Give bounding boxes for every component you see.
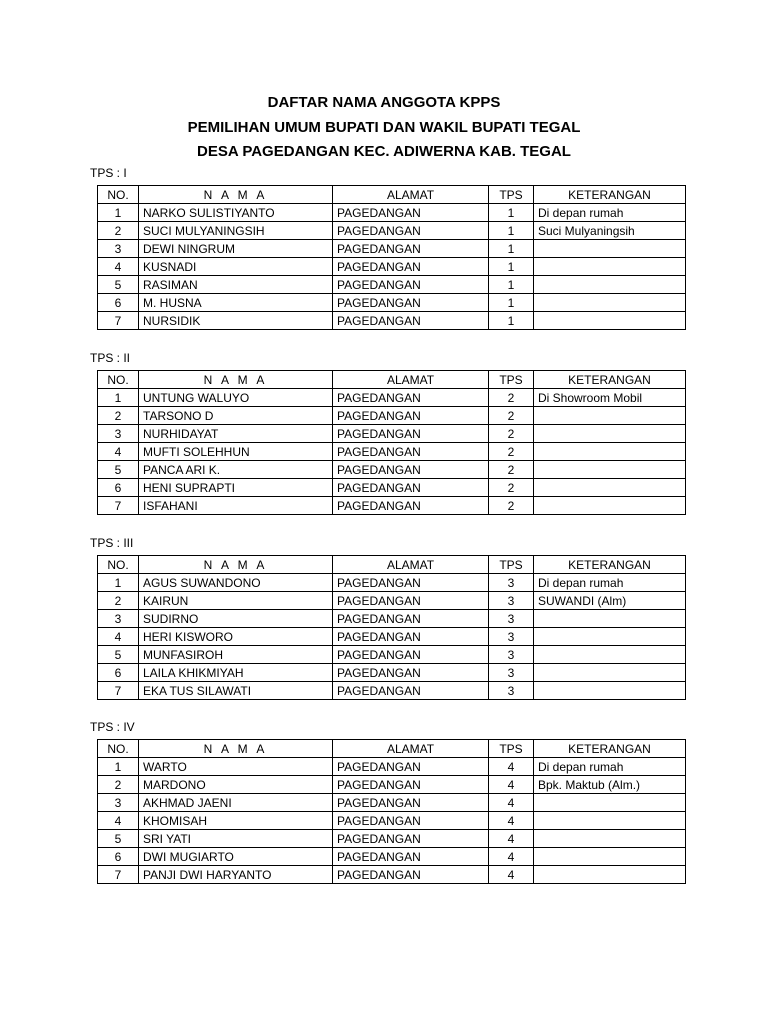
cell-keterangan: Di depan rumah — [534, 574, 686, 592]
header-tps: TPS — [489, 740, 534, 758]
table-row — [98, 222, 686, 240]
table-row — [98, 389, 686, 407]
cell-alamat: PAGEDANGAN — [333, 479, 489, 497]
table-row — [98, 758, 686, 776]
cell-nama: MUNFASIROH — [139, 646, 333, 664]
cell-tps: 1 — [489, 276, 534, 294]
cell-no: 2 — [98, 592, 139, 610]
cell-alamat: PAGEDANGAN — [333, 294, 489, 312]
header-nama: N A M A — [139, 740, 333, 758]
cell-tps: 4 — [489, 848, 534, 866]
cell-alamat: PAGEDANGAN — [333, 240, 489, 258]
table-row — [98, 866, 686, 884]
cell-alamat: PAGEDANGAN — [333, 866, 489, 884]
cell-no: 7 — [98, 497, 139, 515]
cell-tps: 4 — [489, 866, 534, 884]
cell-tps: 3 — [489, 664, 534, 682]
cell-keterangan — [534, 461, 686, 479]
cell-alamat: PAGEDANGAN — [333, 682, 489, 700]
cell-tps: 2 — [489, 497, 534, 515]
cell-tps: 3 — [489, 610, 534, 628]
cell-alamat: PAGEDANGAN — [333, 758, 489, 776]
cell-alamat: PAGEDANGAN — [333, 830, 489, 848]
cell-keterangan — [534, 443, 686, 461]
document-title: DAFTAR NAMA ANGGOTA KPPS — [267, 94, 501, 111]
header-no: NO. — [98, 371, 139, 389]
cell-no: 3 — [98, 610, 139, 628]
table-row — [98, 294, 686, 312]
header-keterangan: KETERANGAN — [534, 371, 686, 389]
cell-nama: TARSONO D — [139, 407, 333, 425]
cell-nama: LAILA KHIKMIYAH — [139, 664, 333, 682]
table-row — [98, 664, 686, 682]
cell-tps: 2 — [489, 443, 534, 461]
cell-no: 4 — [98, 628, 139, 646]
cell-nama: NURSIDIK — [139, 312, 333, 330]
cell-keterangan: Bpk. Maktub (Alm.) — [534, 776, 686, 794]
member-table — [97, 185, 686, 330]
cell-keterangan — [534, 610, 686, 628]
cell-no: 3 — [98, 425, 139, 443]
cell-keterangan — [534, 664, 686, 682]
cell-alamat: PAGEDANGAN — [333, 812, 489, 830]
cell-tps: 4 — [489, 812, 534, 830]
cell-tps: 3 — [489, 646, 534, 664]
cell-tps: 1 — [489, 294, 534, 312]
header-no: NO. — [98, 740, 139, 758]
tps-section-label: TPS : III — [90, 536, 134, 550]
cell-no: 1 — [98, 574, 139, 592]
cell-no: 7 — [98, 682, 139, 700]
cell-tps: 1 — [489, 312, 534, 330]
cell-nama: PANJI DWI HARYANTO — [139, 866, 333, 884]
cell-alamat: PAGEDANGAN — [333, 222, 489, 240]
cell-no: 1 — [98, 204, 139, 222]
header-alamat: ALAMAT — [333, 186, 489, 204]
cell-keterangan — [534, 425, 686, 443]
cell-nama: UNTUNG WALUYO — [139, 389, 333, 407]
cell-nama: AKHMAD JAENI — [139, 794, 333, 812]
cell-nama: ISFAHANI — [139, 497, 333, 515]
table-row — [98, 276, 686, 294]
member-table — [97, 370, 686, 515]
cell-tps: 1 — [489, 204, 534, 222]
cell-alamat: PAGEDANGAN — [333, 461, 489, 479]
cell-tps: 4 — [489, 776, 534, 794]
table-row — [98, 794, 686, 812]
cell-no: 6 — [98, 294, 139, 312]
cell-nama: SUCI MULYANINGSIH — [139, 222, 333, 240]
cell-keterangan: Suci Mulyaningsih — [534, 222, 686, 240]
cell-keterangan — [534, 294, 686, 312]
tps-section-label: TPS : II — [90, 351, 131, 365]
cell-keterangan — [534, 830, 686, 848]
header-nama: N A M A — [139, 371, 333, 389]
cell-alamat: PAGEDANGAN — [333, 776, 489, 794]
table-row — [98, 610, 686, 628]
cell-tps: 1 — [489, 258, 534, 276]
table-row — [98, 479, 686, 497]
cell-no: 7 — [98, 866, 139, 884]
table-row — [98, 812, 686, 830]
cell-tps: 4 — [489, 830, 534, 848]
cell-alamat: PAGEDANGAN — [333, 848, 489, 866]
cell-alamat: PAGEDANGAN — [333, 592, 489, 610]
cell-nama: HENI SUPRAPTI — [139, 479, 333, 497]
header-nama: N A M A — [139, 556, 333, 574]
cell-keterangan — [534, 479, 686, 497]
cell-tps: 3 — [489, 628, 534, 646]
header-tps: TPS — [489, 186, 534, 204]
cell-no: 1 — [98, 758, 139, 776]
cell-tps: 4 — [489, 794, 534, 812]
table-row — [98, 592, 686, 610]
header-keterangan: KETERANGAN — [534, 186, 686, 204]
cell-no: 7 — [98, 312, 139, 330]
cell-alamat: PAGEDANGAN — [333, 497, 489, 515]
cell-keterangan — [534, 312, 686, 330]
table-row — [98, 407, 686, 425]
cell-tps: 3 — [489, 682, 534, 700]
cell-nama: KHOMISAH — [139, 812, 333, 830]
cell-nama: SUDIRNO — [139, 610, 333, 628]
cell-keterangan — [534, 407, 686, 425]
cell-nama: RASIMAN — [139, 276, 333, 294]
header-alamat: ALAMAT — [333, 740, 489, 758]
member-table — [97, 555, 686, 700]
cell-keterangan — [534, 812, 686, 830]
header-keterangan: KETERANGAN — [534, 556, 686, 574]
cell-no: 5 — [98, 461, 139, 479]
header-alamat: ALAMAT — [333, 556, 489, 574]
cell-nama: HERI KISWORO — [139, 628, 333, 646]
cell-nama: MUFTI SOLEHHUN — [139, 443, 333, 461]
cell-no: 6 — [98, 664, 139, 682]
cell-nama: NURHIDAYAT — [139, 425, 333, 443]
table-row — [98, 497, 686, 515]
table-row — [98, 646, 686, 664]
table-header-row — [98, 371, 686, 389]
table-row — [98, 312, 686, 330]
cell-keterangan — [534, 646, 686, 664]
cell-alamat: PAGEDANGAN — [333, 610, 489, 628]
cell-alamat: PAGEDANGAN — [333, 425, 489, 443]
cell-tps: 4 — [489, 758, 534, 776]
cell-keterangan — [534, 276, 686, 294]
cell-no: 4 — [98, 258, 139, 276]
cell-no: 5 — [98, 276, 139, 294]
cell-tps: 1 — [489, 222, 534, 240]
cell-nama: AGUS SUWANDONO — [139, 574, 333, 592]
cell-nama: KAIRUN — [139, 592, 333, 610]
cell-no: 2 — [98, 222, 139, 240]
table-row — [98, 461, 686, 479]
cell-alamat: PAGEDANGAN — [333, 258, 489, 276]
document-subtitle: PEMILIHAN UMUM BUPATI DAN WAKIL BUPATI TEGAL — [187, 119, 581, 136]
cell-keterangan: Di depan rumah — [534, 758, 686, 776]
cell-no: 2 — [98, 407, 139, 425]
table-row — [98, 425, 686, 443]
cell-keterangan — [534, 848, 686, 866]
cell-nama: SRI YATI — [139, 830, 333, 848]
cell-keterangan — [534, 794, 686, 812]
cell-tps: 2 — [489, 461, 534, 479]
table-row — [98, 628, 686, 646]
table-row — [98, 240, 686, 258]
table-row — [98, 682, 686, 700]
cell-tps: 1 — [489, 240, 534, 258]
cell-keterangan: SUWANDI (Alm) — [534, 592, 686, 610]
member-table — [97, 739, 686, 884]
header-keterangan: KETERANGAN — [534, 740, 686, 758]
cell-alamat: PAGEDANGAN — [333, 312, 489, 330]
cell-keterangan — [534, 628, 686, 646]
cell-tps: 2 — [489, 479, 534, 497]
cell-nama: EKA TUS SILAWATI — [139, 682, 333, 700]
cell-alamat: PAGEDANGAN — [333, 664, 489, 682]
table-row — [98, 848, 686, 866]
cell-no: 6 — [98, 848, 139, 866]
header-tps: TPS — [489, 556, 534, 574]
cell-alamat: PAGEDANGAN — [333, 389, 489, 407]
cell-tps: 3 — [489, 574, 534, 592]
cell-tps: 2 — [489, 407, 534, 425]
cell-no: 3 — [98, 240, 139, 258]
cell-no: 4 — [98, 812, 139, 830]
header-alamat: ALAMAT — [333, 371, 489, 389]
cell-tps: 3 — [489, 592, 534, 610]
header-no: NO. — [98, 556, 139, 574]
cell-nama: DWI MUGIARTO — [139, 848, 333, 866]
cell-tps: 2 — [489, 425, 534, 443]
cell-no: 5 — [98, 646, 139, 664]
cell-alamat: PAGEDANGAN — [333, 574, 489, 592]
table-header-row — [98, 740, 686, 758]
cell-no: 6 — [98, 479, 139, 497]
table-row — [98, 204, 686, 222]
cell-alamat: PAGEDANGAN — [333, 646, 489, 664]
cell-alamat: PAGEDANGAN — [333, 276, 489, 294]
cell-nama: PANCA ARI K. — [139, 461, 333, 479]
header-no: NO. — [98, 186, 139, 204]
cell-no: 3 — [98, 794, 139, 812]
cell-alamat: PAGEDANGAN — [333, 794, 489, 812]
cell-alamat: PAGEDANGAN — [333, 443, 489, 461]
cell-no: 4 — [98, 443, 139, 461]
cell-keterangan: Di Showroom Mobil — [534, 389, 686, 407]
cell-nama: M. HUSNA — [139, 294, 333, 312]
table-row — [98, 258, 686, 276]
cell-nama: MARDONO — [139, 776, 333, 794]
cell-no: 1 — [98, 389, 139, 407]
cell-nama: WARTO — [139, 758, 333, 776]
cell-nama: DEWI NINGRUM — [139, 240, 333, 258]
cell-keterangan — [534, 682, 686, 700]
cell-keterangan — [534, 497, 686, 515]
table-row — [98, 776, 686, 794]
cell-no: 5 — [98, 830, 139, 848]
tps-section-label: TPS : IV — [90, 720, 135, 734]
table-row — [98, 574, 686, 592]
table-row — [98, 830, 686, 848]
document-location: DESA PAGEDANGAN KEC. ADIWERNA KAB. TEGAL — [197, 143, 571, 160]
tps-section-label: TPS : I — [90, 166, 127, 180]
cell-keterangan: Di depan rumah — [534, 204, 686, 222]
table-header-row — [98, 186, 686, 204]
cell-keterangan — [534, 240, 686, 258]
cell-alamat: PAGEDANGAN — [333, 204, 489, 222]
cell-alamat: PAGEDANGAN — [333, 407, 489, 425]
table-header-row — [98, 556, 686, 574]
header-nama: N A M A — [139, 186, 333, 204]
table-row — [98, 443, 686, 461]
cell-keterangan — [534, 258, 686, 276]
cell-alamat: PAGEDANGAN — [333, 628, 489, 646]
cell-nama: KUSNADI — [139, 258, 333, 276]
cell-nama: NARKO SULISTIYANTO — [139, 204, 333, 222]
cell-keterangan — [534, 866, 686, 884]
cell-no: 2 — [98, 776, 139, 794]
cell-tps: 2 — [489, 389, 534, 407]
header-tps: TPS — [489, 371, 534, 389]
